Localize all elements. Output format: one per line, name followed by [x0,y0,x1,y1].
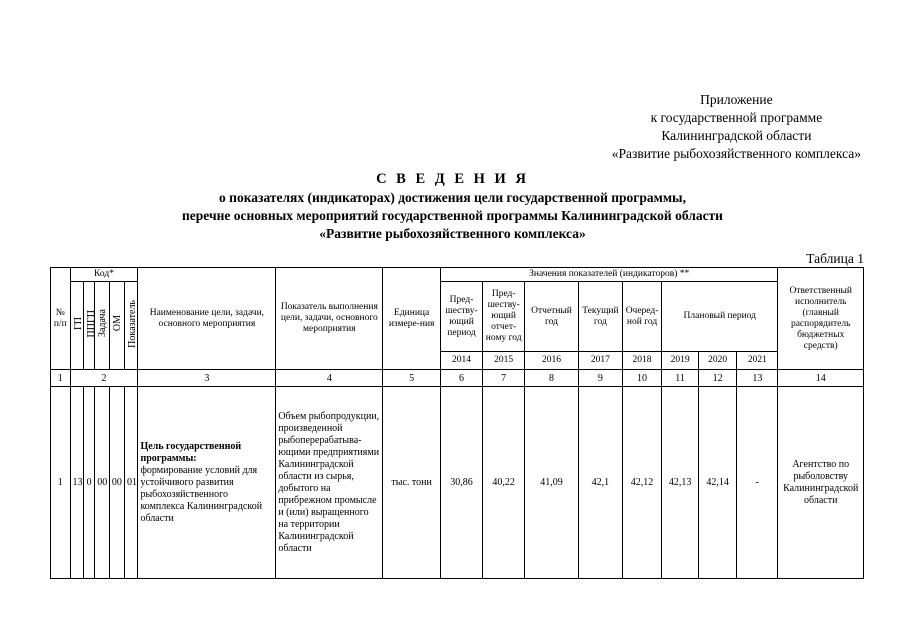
year-2016: 2016 [525,352,579,370]
row-code-task: 00 [95,387,109,579]
header-report: Отчетный год [525,282,579,352]
row-name-rest: формирование условий для устойчивого развития рыбохозяйственного комплекса Калининградской области [140,464,263,524]
row-value-2015: 40,22 [483,387,525,579]
row-value-2018: 42,12 [623,387,662,579]
col-number: 1 [51,370,71,387]
header-code-gp: ГП [70,282,83,370]
header-code-ppgp: ППГП [83,282,94,370]
header-code-task: Задача [95,282,109,370]
col-number: 11 [662,370,699,387]
row-value-2014: 30,86 [440,387,482,579]
col-number: 6 [440,370,482,387]
header-prev2: Пред-шеству-ющий отчет-ному год [483,282,525,352]
header-code-om: ОМ [109,282,124,370]
row-code-indicator: 01 [125,387,138,579]
row-code-ppgp: 0 [83,387,94,579]
col-number: 4 [276,370,383,387]
col-number: 14 [778,370,864,387]
year-2021: 2021 [737,352,778,370]
header-code-group: Код* [70,268,138,282]
indicators-table [50,267,864,579]
col-number: 5 [383,370,441,387]
row-code-om: 00 [109,387,124,579]
appendix-line-2: к государственной программе [650,110,823,125]
header-prev1: Пред-шеству-ющий период [440,282,482,352]
col-number: 2 [70,370,138,387]
header-code-indicator: Показатель [125,282,138,370]
row-value-2021: - [737,387,778,579]
year-2020: 2020 [699,352,737,370]
header-next: Очеред-ной год [623,282,662,352]
year-2018: 2018 [623,352,662,370]
col-number: 7 [483,370,525,387]
year-2015: 2015 [483,352,525,370]
row-name [138,387,276,579]
year-2014: 2014 [440,352,482,370]
row-value-2019: 42,13 [662,387,699,579]
header-num: № п/п [51,268,71,370]
header-responsible: Ответственный исполнитель (главный распорядитель бюджетных средств) [778,268,864,370]
col-number: 10 [623,370,662,387]
row-name-bold: Цель государственной программы: [140,440,242,464]
column-number-row [51,370,864,387]
title-line-1: о показателях (индикаторах) достижения цели государственной программы, [219,190,686,205]
col-number: 3 [138,370,276,387]
table-row [51,387,864,579]
title-main: С В Е Д Е Н И Я [376,171,529,187]
row-value-2017: 42,1 [578,387,622,579]
row-code-gp: 13 [70,387,83,579]
table-label: Таблица 1 [806,251,864,266]
appendix-header [612,91,861,163]
col-number: 12 [699,370,737,387]
header-current: Текущий год [578,282,622,352]
col-number: 13 [737,370,778,387]
year-2017: 2017 [578,352,622,370]
year-2019: 2019 [662,352,699,370]
row-unit: тыс. тонн [383,387,441,579]
appendix-line-1: Приложение [700,92,773,107]
col-number: 8 [525,370,579,387]
header-indicator: Показатель выполнения цели, задачи, основного мероприятия [276,268,383,370]
row-value-2020: 42,14 [699,387,737,579]
title-line-3: «Развитие рыбохозяйственного комплекса» [319,226,586,241]
header-name: Наименование цели, задачи, основного мероприятия [138,268,276,370]
row-num: 1 [51,387,71,579]
header-unit: Единица измере-ния [383,268,441,370]
row-responsible: Агентство по рыболовству Калининградской области [778,387,864,579]
appendix-line-4: «Развитие рыбохозяйственного комплекса» [611,146,861,161]
header-values-group: Значения показателей (индикаторов) ** [440,268,778,282]
row-indicator: Объем рыбопродукции, произведенной рыбоперерабатыва-ющими предприятиями Калининградской области из сырья, добытого на прибрежном промысле и (или) выращенного на территории Калининградской области [276,387,383,579]
title-line-2: перечне основных мероприятий государственной программы Калининградской области [182,208,723,223]
document-title [0,170,905,243]
header-planned: Плановый период [662,282,778,352]
appendix-line-3: Калининградской области [661,128,812,143]
col-number: 9 [578,370,622,387]
row-value-2016: 41,09 [525,387,579,579]
